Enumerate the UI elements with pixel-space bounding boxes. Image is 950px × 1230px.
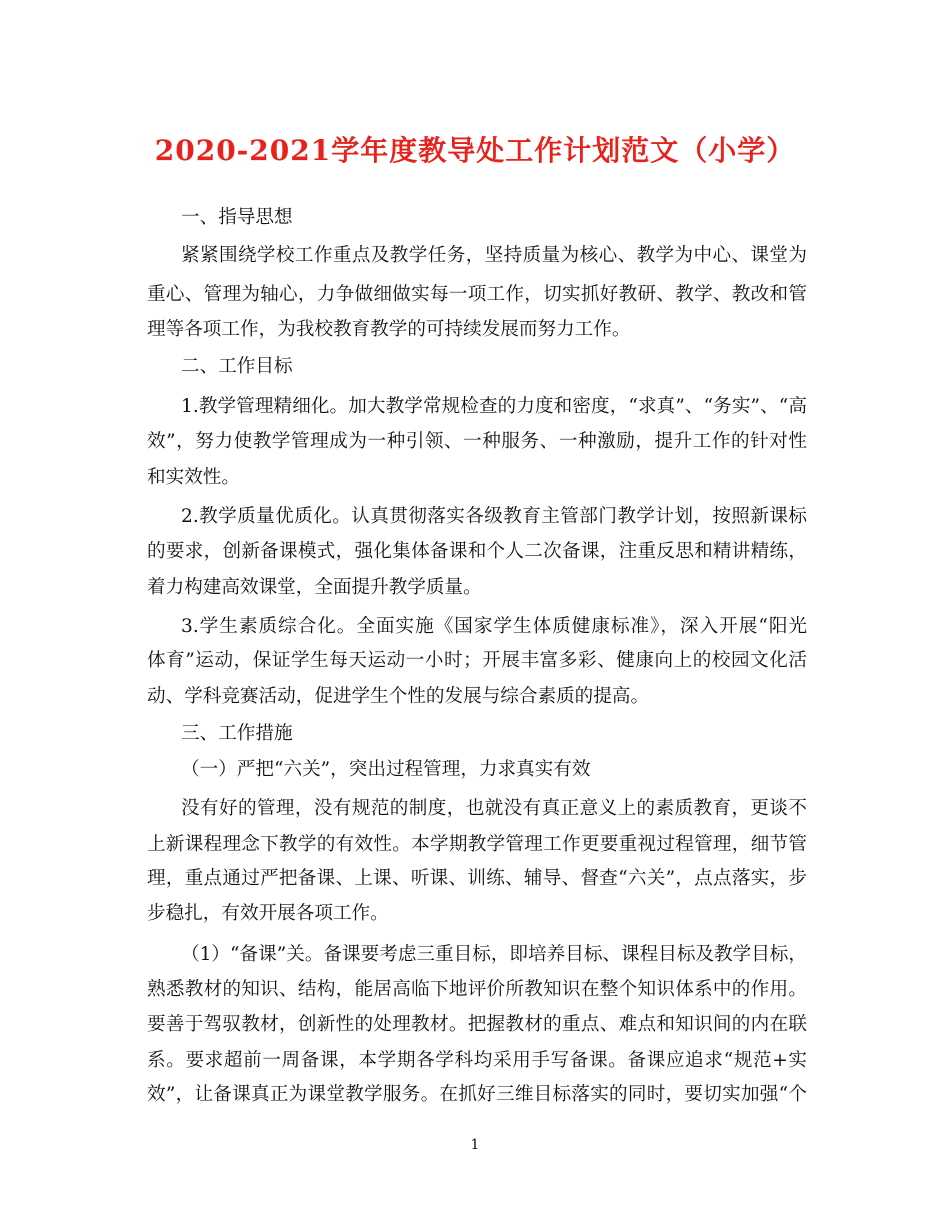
section-heading: 二、工作目标 bbox=[181, 356, 293, 377]
paragraph-line: 2.教学质量优质化。认真贯彻落实各级教育主管部门教学计划，按照新课标 bbox=[181, 506, 807, 527]
paragraph-line: 上新课程理念下教学的有效性。本学期教学管理工作更要重视过程管理，细节管 bbox=[147, 834, 807, 855]
paragraph-line: 3.学生素质综合化。全面实施《国家学生体质健康标准》，深入开展“阳光 bbox=[181, 616, 807, 637]
paragraph-line: 着力构建高效课堂，全面提升教学质量。 bbox=[147, 577, 482, 598]
paragraph-line: 没有好的管理，没有规范的制度，也就没有真正意义上的素质教育，更谈不 bbox=[181, 798, 807, 819]
paragraph-line: 效”，让备课真正为课堂教学服务。在抓好三维目标落实的同时，要切实加强“个 bbox=[147, 1084, 807, 1105]
paragraph-line: 理，重点通过严把备课、上课、听课、训练、辅导、督查“六关”，点点落实，步 bbox=[147, 868, 807, 889]
section-heading: 一、指导思想 bbox=[181, 207, 293, 228]
paragraph-line: （1）“备课”关。备课要考虑三重目标，即培养目标、课程目标及教学目标， bbox=[181, 944, 807, 965]
paragraph-line: 系。要求超前一周备课，本学期各学科均采用手写备课。备课应追求“规范+实 bbox=[147, 1050, 807, 1071]
paragraph-line: 效”，努力使教学管理成为一种引领、一种服务、一种激励，提升工作的针对性 bbox=[147, 431, 807, 452]
paragraph-line: 体育”运动，保证学生每天运动一小时；开展丰富多彩、健康向上的校园文化活 bbox=[147, 650, 807, 671]
paragraph-line: 理等各项工作，为我校教育教学的可持续发展而努力工作。 bbox=[147, 319, 631, 340]
page-number: 1 bbox=[470, 1137, 480, 1153]
document-title: 2020-2021学年度教导处工作计划范文（小学） bbox=[154, 134, 796, 167]
paragraph-line: 要善于驾驭教材，创新性的处理教材。把握教材的重点、难点和知识间的内在联 bbox=[147, 1014, 807, 1035]
paragraph-line: 1.教学管理精细化。加大教学常规检查的力度和密度，“求真”、“务实”、“高 bbox=[181, 396, 807, 417]
paragraph-line: 紧紧围绕学校工作重点及教学任务，坚持质量为核心、教学为中心、课堂为 bbox=[181, 245, 807, 266]
paragraph-line: 的要求，创新备课模式，强化集体备课和个人二次备课，注重反思和精讲精练， bbox=[147, 541, 807, 562]
paragraph-line: 步稳扎，有效开展各项工作。 bbox=[147, 903, 389, 924]
paragraph-line: 和实效性。 bbox=[147, 467, 240, 488]
section-heading: 三、工作措施 bbox=[181, 723, 293, 744]
paragraph-line: 重心、管理为轴心，力争做细做实每一项工作，切实抓好教研、教学、教改和管 bbox=[147, 284, 807, 305]
subsection-heading: （一）严把“六关”，突出过程管理，力求真实有效 bbox=[181, 759, 591, 780]
paragraph-line: 熟悉教材的知识、结构，能居高临下地评价所教知识在整个知识体系中的作用。 bbox=[147, 979, 807, 1000]
paragraph-line: 动、学科竞赛活动，促进学生个性的发展与综合素质的提高。 bbox=[147, 686, 650, 707]
